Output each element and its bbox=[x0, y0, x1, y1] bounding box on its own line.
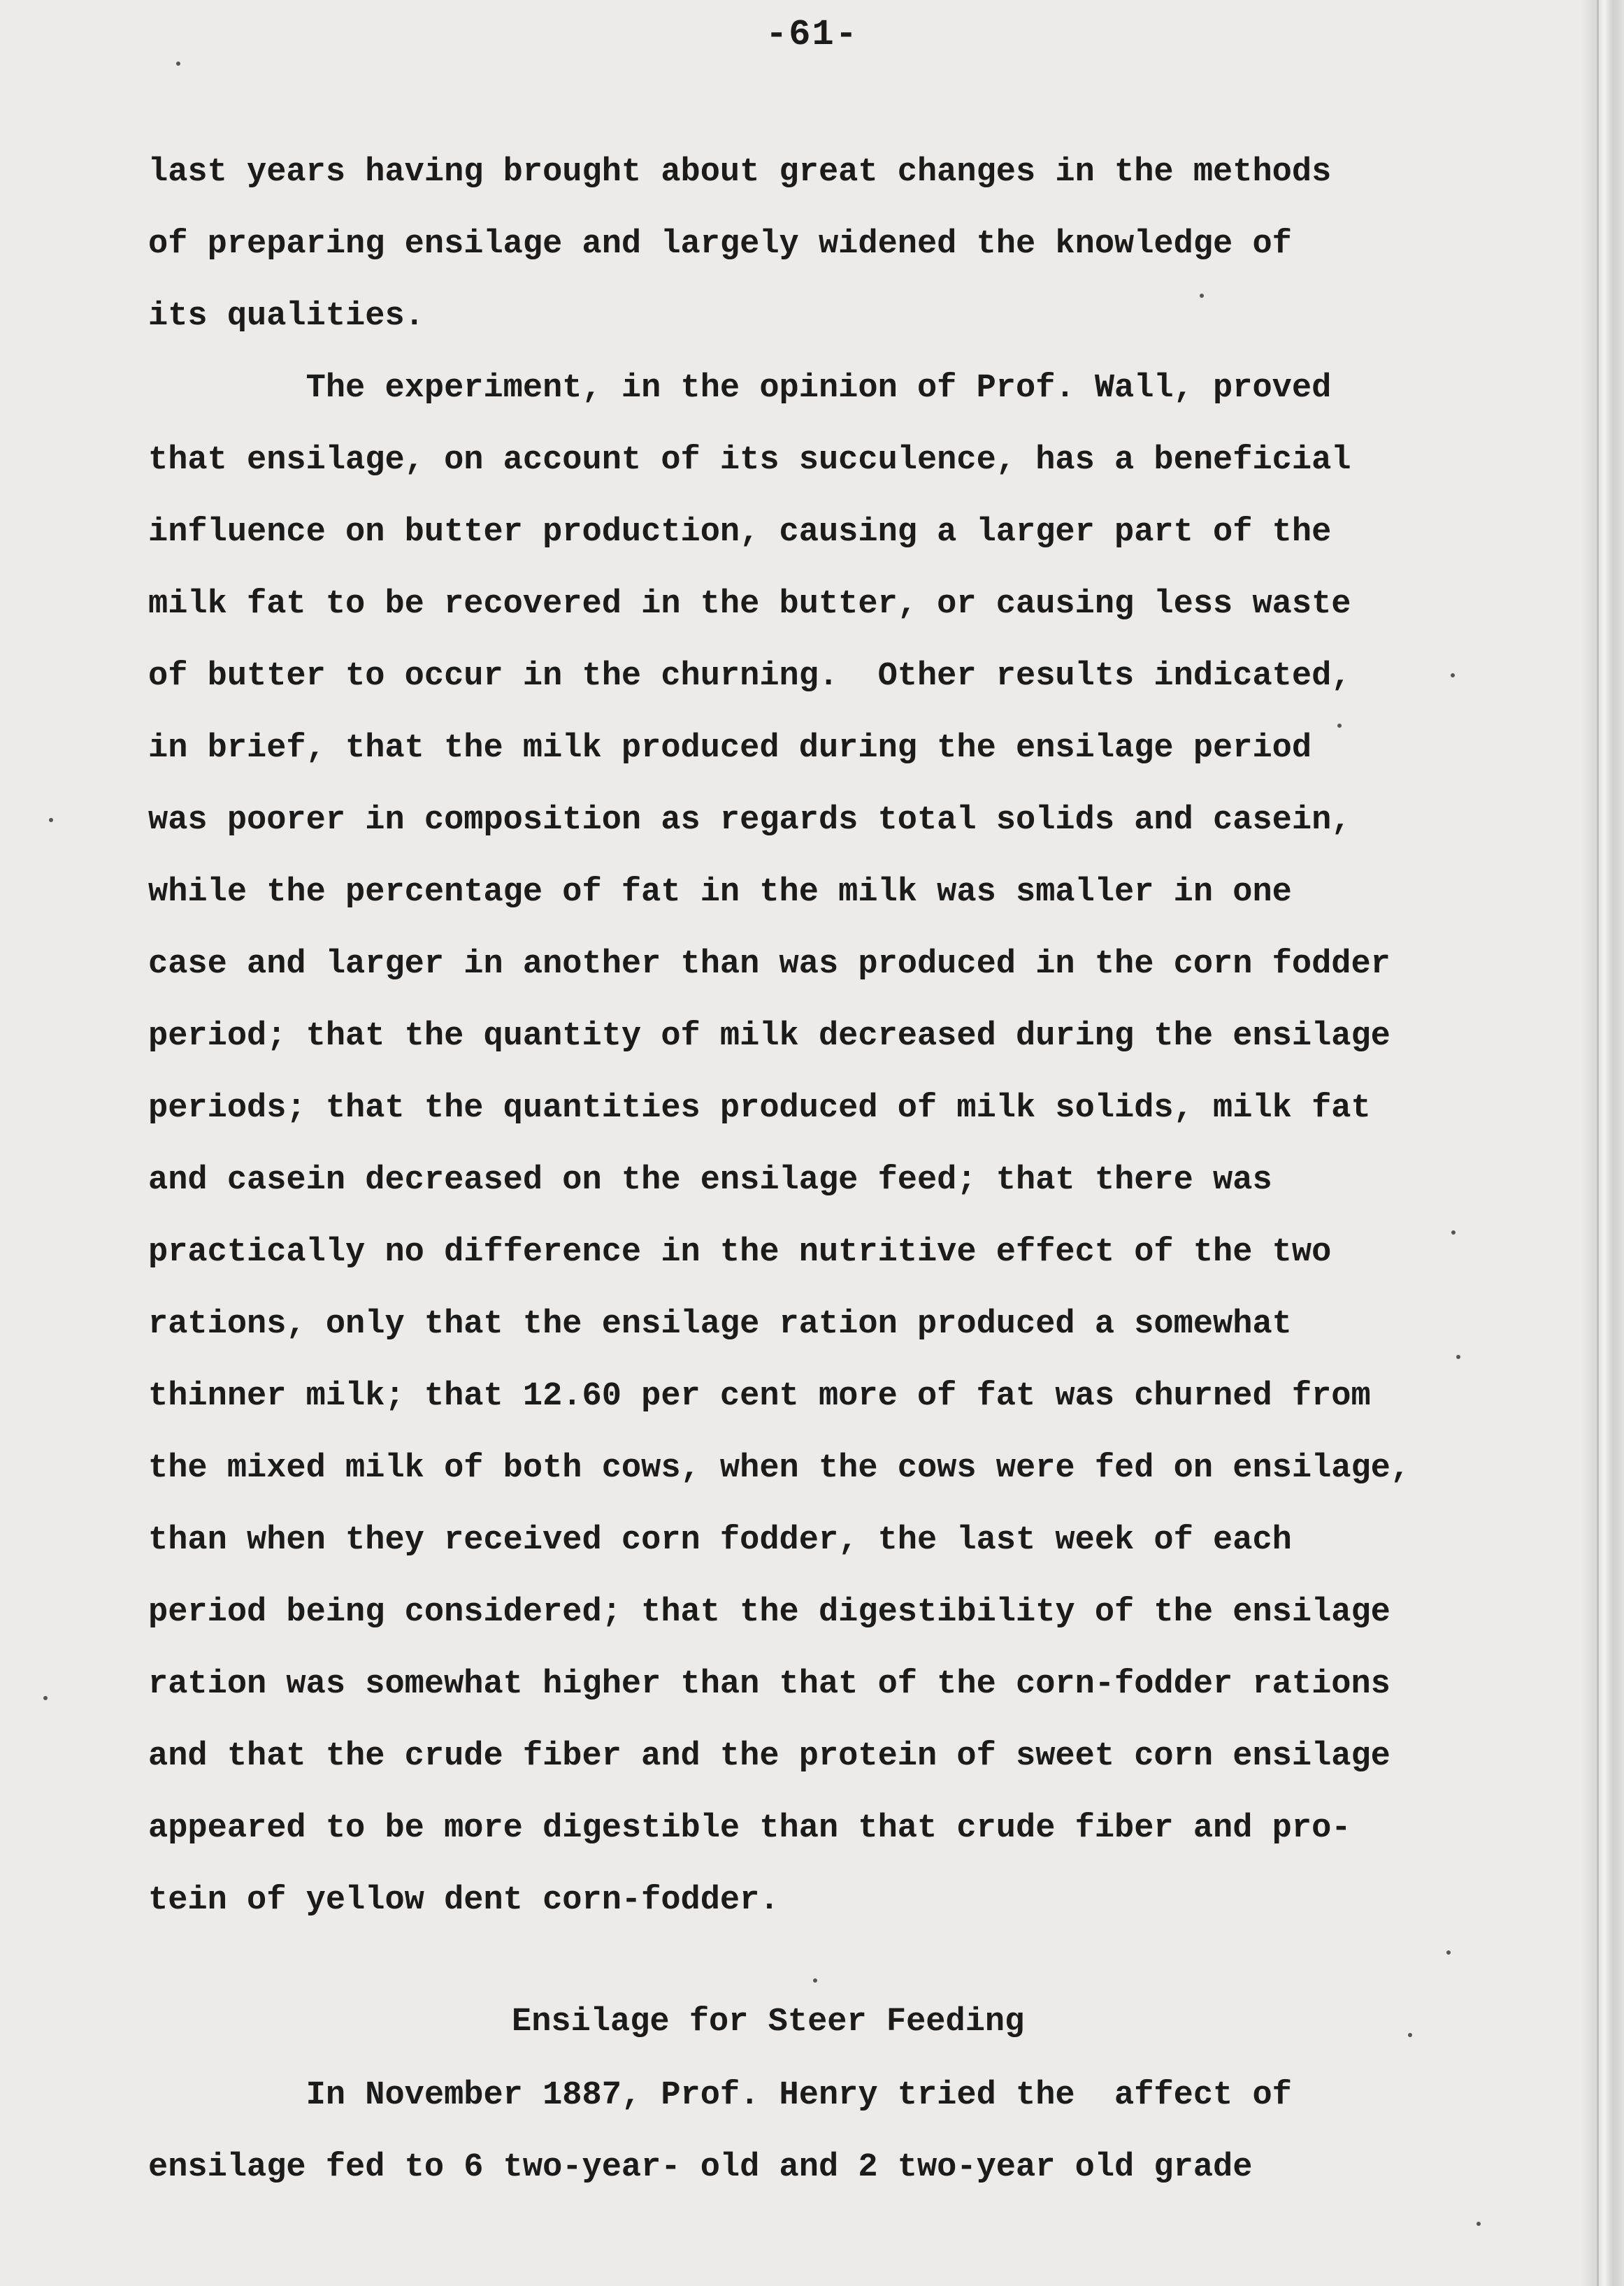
text-line: period; that the quantity of milk decreased during the ensilage bbox=[148, 1018, 1391, 1055]
text-line: period being considered; that the digestibility of the ensilage bbox=[148, 1594, 1391, 1631]
text-line: in brief, that the milk produced during the ensilage period bbox=[148, 730, 1312, 767]
text-line: In November 1887, Prof. Henry tried the affect of bbox=[148, 2077, 1292, 2114]
scan-speck bbox=[1408, 2033, 1412, 2037]
scan-speck bbox=[1337, 724, 1342, 728]
text-line: The experiment, in the opinion of Prof. Wall, proved bbox=[148, 370, 1332, 407]
text-line: was poorer in composition as regards total solids and casein, bbox=[148, 802, 1351, 839]
text-line: and that the crude fiber and the protein of sweet corn ensilage bbox=[148, 1738, 1391, 1775]
scan-speck bbox=[1446, 1950, 1451, 1955]
page-number: -61- bbox=[766, 14, 858, 55]
text-line: and casein decreased on the ensilage feed; that there was bbox=[148, 1162, 1272, 1199]
text-line: appeared to be more digestible than that crude fiber and pro- bbox=[148, 1810, 1351, 1847]
text-line: while the percentage of fat in the milk was smaller in one bbox=[148, 874, 1292, 911]
scan-speck bbox=[1476, 2222, 1481, 2226]
text-line: practically no difference in the nutritive effect of the two bbox=[148, 1234, 1332, 1271]
text-line: influence on butter production, causing a larger part of the bbox=[148, 514, 1332, 551]
scan-speck bbox=[1200, 294, 1204, 298]
text-line: rations, only that the ensilage ration produced a somewhat bbox=[148, 1306, 1292, 1343]
text-line: milk fat to be recovered in the butter, or causing less waste bbox=[148, 586, 1351, 623]
text-line: than when they received corn fodder, the last week of each bbox=[148, 1522, 1292, 1559]
scan-speck bbox=[176, 62, 180, 66]
scan-speck bbox=[813, 1978, 817, 1983]
scan-speck bbox=[1451, 1230, 1456, 1235]
text-line: its qualities. bbox=[148, 298, 424, 335]
text-line: last years having brought about great changes in the methods bbox=[148, 154, 1332, 191]
page-edge-shadow bbox=[1581, 0, 1624, 2286]
scan-speck bbox=[43, 1696, 48, 1700]
scan-speck bbox=[1451, 673, 1455, 677]
text-line: thinner milk; that 12.60 per cent more of fat was churned from bbox=[148, 1378, 1371, 1415]
text-line: that ensilage, on account of its succulence, has a beneficial bbox=[148, 442, 1351, 479]
text-line: of preparing ensilage and largely widened the knowledge of bbox=[148, 226, 1292, 263]
page-edge-line bbox=[1597, 0, 1599, 2286]
text-line: case and larger in another than was produced in the corn fodder bbox=[148, 946, 1391, 983]
scan-speck bbox=[1456, 1355, 1460, 1359]
text-line: of butter to occur in the churning. Other results indicated, bbox=[148, 658, 1351, 695]
text-line: periods; that the quantities produced of milk solids, milk fat bbox=[148, 1090, 1371, 1127]
text-line: the mixed milk of both cows, when the cows were fed on ensilage, bbox=[148, 1450, 1411, 1487]
text-line: ration was somewhat higher than that of the corn-fodder rations bbox=[148, 1666, 1391, 1703]
section-heading: Ensilage for Steer Feeding bbox=[512, 2004, 1025, 2041]
text-line: ensilage fed to 6 two-year- old and 2 two-year old grade bbox=[148, 2149, 1253, 2186]
text-line: tein of yellow dent corn-fodder. bbox=[148, 1882, 779, 1919]
scan-speck bbox=[49, 818, 53, 822]
